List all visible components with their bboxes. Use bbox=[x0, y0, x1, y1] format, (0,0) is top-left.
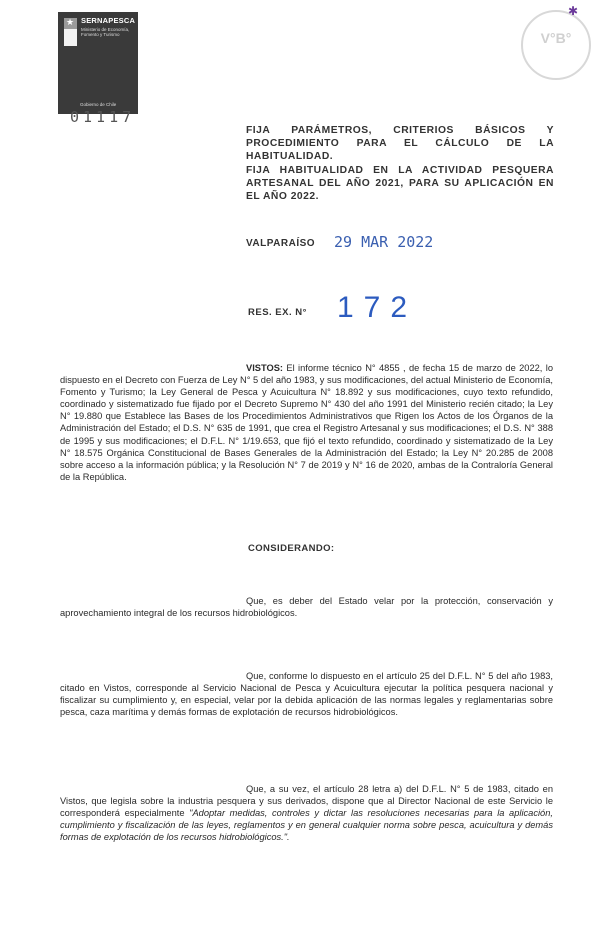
vistos-text: El informe técnico N° 4855 , de fecha 15 de marzo de 2022, lo dispuesto en el Decreto con Fuerza de Ley N° 5 del año 1983, y sus modificaciones, del actual Ministerio de Economía, Fomento y Turismo; la Ley General de Pesca y Acuicultura N° 18.892 y sus modificaciones, cuyo texto refundido, coordinado y sistematizado fue fijado por el Decreto Supremo N° 430 del año 1991 del Ministerio recién citado; la Ley N° 19.880 que Establece las Bases de los Procedimientos Administrativos que Rigen los Actos de los Órganos de la Administración del Estado; el D.S. N° 635 de 1991, que crea el Registro Artesanal y sus modificaciones; el D.S. N° 388 de 1995 y sus modificaciones; el D.F.L. N° 1/19.653, que fijó el texto refundido, coordinado y sistematizado de la Ley N° 18.575 Orgánica Constitucional de Bases Generales de la Administración del Estado; la Ley N° 20.285 de 2008 sobre acceso a la información pública; y la Resolución N° 7 de 2019 y N° 16 de 2020, ambas de la Contraloría General de la República. bbox=[60, 363, 553, 482]
vistos-label: VISTOS: bbox=[246, 363, 284, 373]
considerando-paragraph-2: Que, conforme lo dispuesto en el artículo 25 del D.F.L. N° 5 del año 1983, citado en Vistos, corresponde al Servicio Nacional de Pesca y Acuicultura ejecutar la política pesquera nacional y fiscalizar su cumplimiento y, en especial, velar por la debida aplicación de las normas legales y reglamentarias sobre pesca, caza marítima y demás formas de explotación de recursos hidrobiológicos. bbox=[60, 671, 553, 718]
logo-government: Gobierno de Chile bbox=[80, 102, 117, 107]
resolution-title bbox=[246, 124, 554, 203]
resolution-number: 172 bbox=[337, 291, 418, 324]
resolution-label: RES. EX. N° bbox=[248, 307, 307, 318]
asterisk-mark-icon: ✱ bbox=[568, 4, 579, 18]
considerando-paragraph-3 bbox=[60, 783, 553, 843]
paragraph-3-text: Que, a su vez, el artículo 28 letra a) del D.F.L. N° 5 de 1983, citado en Vistos, que legisla sobre la industria pesquera y sus derivados, dispone que al Director Nacional de este Servicio le corresponderá especialmente bbox=[60, 784, 553, 819]
date-stamp: 29 MAR 2022 bbox=[334, 233, 434, 251]
approval-stamp-text: V°B° bbox=[540, 30, 572, 46]
logo-ministry: Ministerio de Economía, Fomento y Turismo bbox=[81, 27, 130, 37]
considerando-heading: CONSIDERANDO: bbox=[248, 543, 335, 554]
star-icon: ★ bbox=[66, 17, 75, 27]
vistos-paragraph bbox=[60, 362, 553, 483]
sernapesca-logo bbox=[58, 12, 138, 114]
place: VALPARAÍSO bbox=[246, 238, 316, 249]
title-line-2: FIJA HABITUALIDAD EN LA ACTIVIDAD PESQUERA ARTESANAL DEL AÑO 2021, PARA SU APLICACIÓN EN EL AÑO 2022. bbox=[246, 164, 554, 203]
logo-org-name: SERNAPESCA bbox=[81, 16, 136, 25]
considerando-paragraph-1: Que, es deber del Estado velar por la protección, conservación y aprovechamiento integral de los recursos hidrobiológicos. bbox=[60, 596, 553, 619]
document-number: 01117 bbox=[70, 108, 136, 126]
paragraph-3-quote: "Adoptar medidas, controles y dictar las resoluciones necesarias para la aplicación, cumplimiento y fiscalización de las leyes, reglamentos y en general cualquier norma sobre pesca, acuicultura y demás formas de explotación de los recursos hidrobiológicos.". bbox=[60, 808, 553, 843]
title-line-1: FIJA PARÁMETROS, CRITERIOS BÁSICOS Y PROCEDIMIENTO PARA EL CÁLCULO DE LA HABITUALIDAD. bbox=[246, 125, 554, 163]
